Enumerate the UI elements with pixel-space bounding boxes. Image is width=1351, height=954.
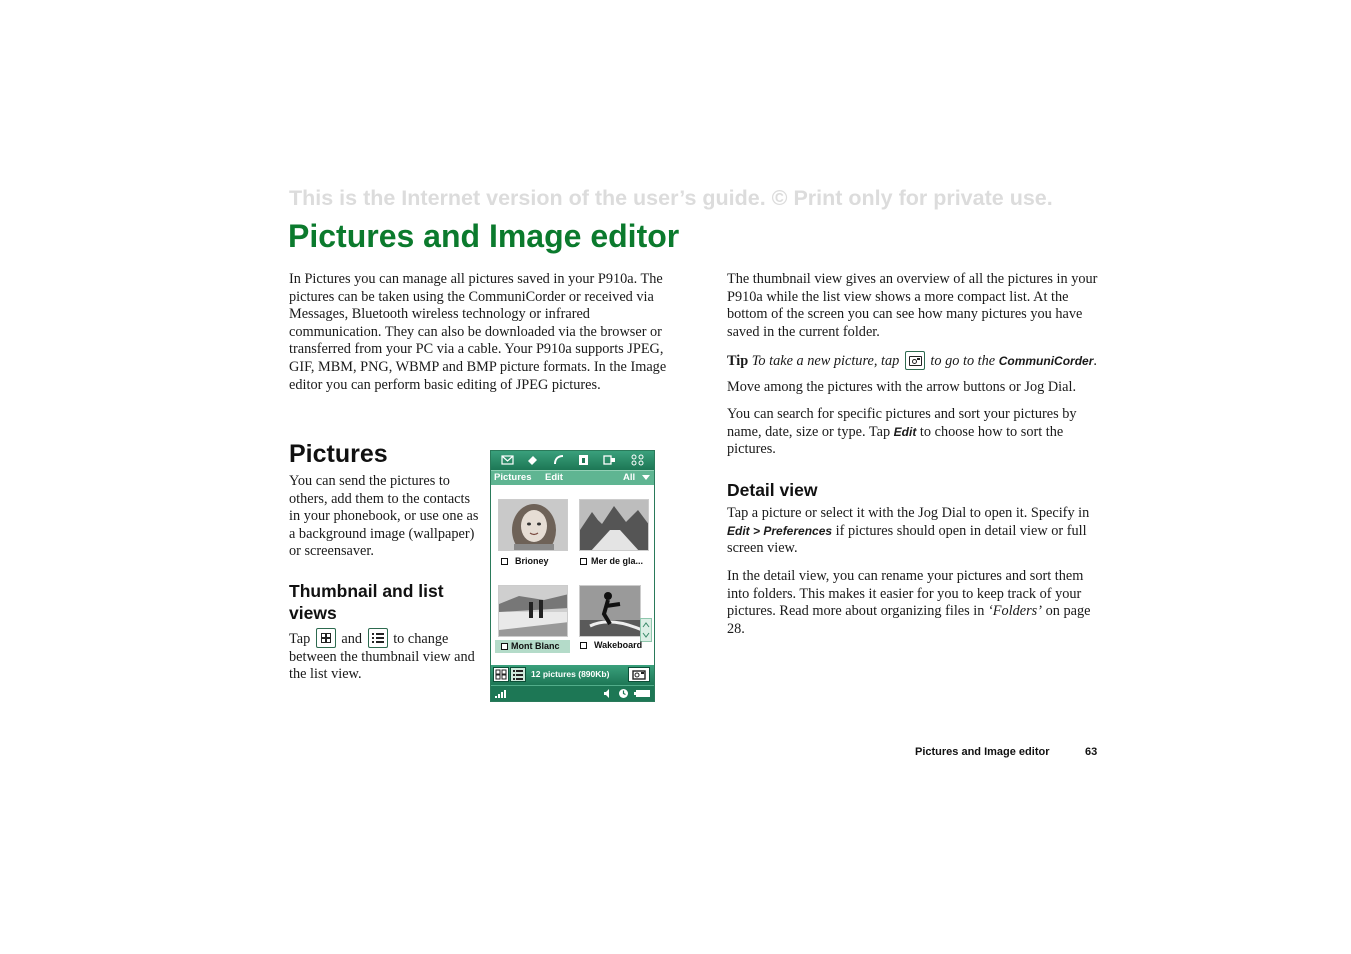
thumbnail-mer-de-glace[interactable] [579, 499, 649, 551]
footer-section-title: Pictures and Image editor [915, 746, 1050, 758]
tap-prefix: Tap [289, 631, 311, 647]
communicorder-camera-icon [905, 351, 925, 370]
app-grid-icon [631, 454, 644, 466]
pictures-heading: Pictures [289, 440, 388, 468]
tip-label: Tip [727, 353, 749, 369]
signal-icon [494, 688, 508, 699]
menu-pictures[interactable]: Pictures [494, 472, 532, 483]
tip-text-2: to go to the [930, 353, 996, 369]
open-picture-paragraph [727, 505, 1099, 558]
thumbnail-view-icon [316, 628, 336, 648]
calendar-icon [577, 454, 590, 466]
detail-view-heading: Detail view [727, 480, 818, 500]
rename-sort-paragraph [727, 568, 1099, 638]
messages-icon [501, 454, 514, 466]
contacts-icon [526, 454, 539, 466]
intro-paragraph: In Pictures you can manage all pictures saved in your P910a. The pictures can be taken using the CommuniCorder or received via Messages, Bluetooth wireless technology or infrared communication. They can also be downloaded via the browser or transferred from your PC via a cable. Your P910a supports JPEG, GIF, MBM, PNG, WBMP and BMP picture formats. In the Image editor you can perform basic editing of JPEG pictures. [289, 271, 667, 393]
tap-paragraph [289, 628, 484, 684]
list-view-button[interactable] [510, 667, 526, 682]
clock-icon[interactable] [618, 688, 629, 699]
search-sort-paragraph [727, 406, 1099, 459]
para4-text-b: if pictures should open in detail view or full screen view. [727, 522, 1087, 557]
battery-icon [633, 688, 651, 699]
tip-text: To take a new picture, tap [751, 353, 900, 369]
picture-count: 12 pictures (890Kb) [531, 669, 610, 679]
para4-text-a: Tap a picture or select it with the Jog Dial to open it. Specify in [727, 505, 1090, 521]
phone-screenshot [490, 450, 655, 702]
para3-text-b: to choose how to sort the pictures. [727, 423, 1064, 458]
preferences-reference: Edit > Preferences [727, 523, 833, 538]
navigation-paragraph: Move among the pictures with the arrow buttons or Jog Dial. [727, 379, 1077, 395]
tip-paragraph [727, 351, 1107, 371]
thumbnail-label: Wakeboard [594, 640, 643, 650]
tap-and: and [341, 631, 363, 647]
list-view-icon [368, 628, 388, 648]
select-checkbox-mont-blanc[interactable] [501, 643, 508, 650]
scrollbar[interactable] [640, 618, 652, 642]
select-checkbox-mer-de-glace[interactable] [580, 558, 587, 565]
select-checkbox-brioney[interactable] [501, 558, 508, 565]
status-bar [491, 665, 654, 685]
thumbnail-wakeboard[interactable] [579, 585, 641, 637]
list-icon [511, 668, 525, 681]
tap-suffix: to change between the thumbnail view and the list view. [289, 631, 475, 683]
edit-reference: Edit [893, 424, 917, 439]
camera-icon [629, 668, 649, 681]
pictures-paragraph: You can send the pictures to others, add them to the contacts in your phonebook, or use one as a background image (wallpaper) or screensaver. [289, 473, 479, 560]
thumbnail-brioney[interactable] [498, 499, 568, 551]
tasks-icon [603, 454, 616, 466]
thumbnail-label: Mer de gla... [591, 556, 644, 566]
thumbnail-overview-paragraph: The thumbnail view gives an overview of all the pictures in your P910a while the list view shows a more compact list. At the bottom of the screen you can see how many pictures you have saved in the current folder. [727, 271, 1098, 340]
app-launcher-bar [491, 451, 654, 470]
folders-reference: ‘Folders’ [988, 603, 1042, 620]
chevron-down-icon[interactable] [642, 475, 650, 480]
volume-icon[interactable] [602, 688, 612, 699]
para5-text-a: In the detail view, you can rename your pictures and sort them into folders. This makes it easier for you to keep track of your pictures. Read more about organizing files in [727, 568, 1084, 620]
grid-icon [494, 668, 508, 681]
thumbnail-label: Mont Blanc [511, 641, 560, 651]
page-title: Pictures and Image editor [288, 218, 680, 254]
tip-end: . [1093, 353, 1097, 369]
scroll-arrows-icon [641, 619, 651, 641]
menu-edit[interactable]: Edit [545, 472, 563, 483]
thumbnail-label: Brioney [515, 556, 549, 566]
page-number: 63 [1085, 746, 1098, 758]
phone-icon [552, 454, 565, 466]
watermark: This is the Internet version of the user’s guide. © Print only for private use. [289, 186, 1053, 210]
menu-bar [491, 470, 654, 485]
communicorder-reference: CommuniCorder [998, 354, 1094, 368]
select-checkbox-wakeboard[interactable] [580, 642, 587, 649]
thumbnail-list-heading: Thumbnail and list views [289, 581, 444, 623]
para5-text-b: on page 28. [727, 603, 1091, 637]
system-bar [491, 685, 654, 701]
thumbnail-view-button[interactable] [493, 667, 509, 682]
folder-selector[interactable]: All [623, 472, 636, 483]
para3-text-a: You can search for specific pictures and sort your pictures by name, date, size or type. Tap [727, 406, 1077, 440]
communicorder-button[interactable] [628, 667, 650, 682]
thumbnail-mont-blanc[interactable] [498, 585, 568, 637]
